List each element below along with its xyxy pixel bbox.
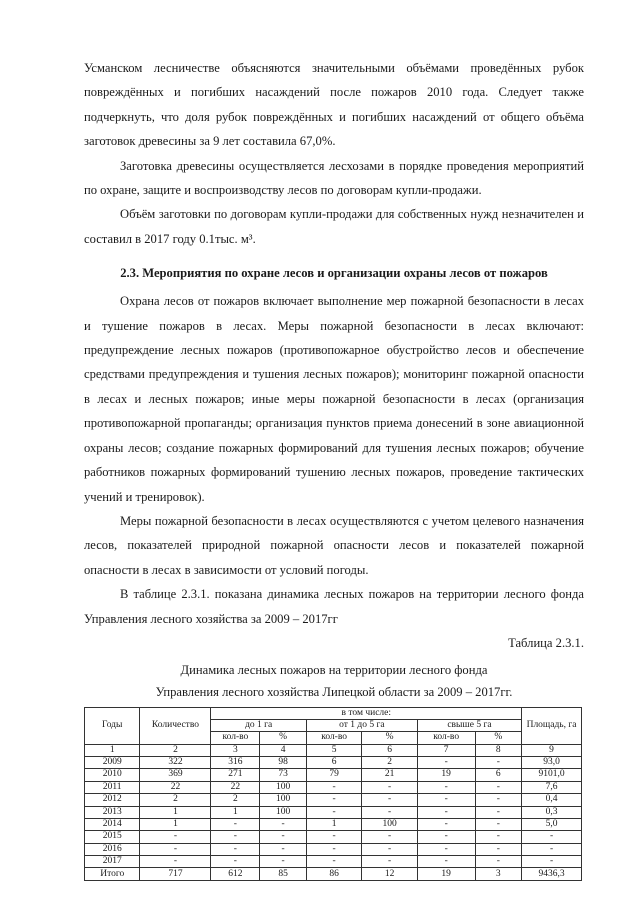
table-cell: 1 <box>140 806 211 818</box>
table-row <box>85 856 582 868</box>
table-cell: 1 <box>85 744 140 756</box>
table-cell: 19 <box>417 769 475 781</box>
table-cell: 5 <box>306 744 361 756</box>
table-cell: - <box>260 843 307 855</box>
table-row <box>85 843 582 855</box>
table-cell: - <box>475 781 522 793</box>
table-cell: 22 <box>140 781 211 793</box>
table-cell: 8 <box>475 744 522 756</box>
table-cell: 2013 <box>85 806 140 818</box>
table-cell: 9 <box>522 744 582 756</box>
table-cell: 98 <box>260 756 307 768</box>
table-row <box>85 794 582 806</box>
paragraph: Заготовка древесины осуществляется лесхозами в порядке проведения мероприятий по охране, защите и воспроизводству лесов по договорам купли-продажи. <box>84 158 584 198</box>
table-cell: 22 <box>211 781 260 793</box>
table-cell: 316 <box>211 756 260 768</box>
table-cell: 1 <box>306 818 361 830</box>
table-cell: 2 <box>140 794 211 806</box>
table-cell: 4 <box>260 744 307 756</box>
table-cell: 369 <box>140 769 211 781</box>
table-cell: - <box>211 831 260 843</box>
paragraph: Усманском лесничестве объясняются значительными объёмами проведённых рубок повреждённых и погибших насаждений после пожаров 2010 года. Следует также подчеркнуть, что доля рубок повреждённых и погибших насаждений от общего объёма заготовок древесины за 9 лет составила 67,0%. <box>84 61 584 149</box>
table-cell: 12 <box>362 868 417 880</box>
table-cell: - <box>362 856 417 868</box>
table-cell: - <box>475 831 522 843</box>
table-cell: 73 <box>260 769 307 781</box>
table-cell: 9436,3 <box>522 868 582 880</box>
table-row <box>85 756 582 768</box>
table-cell: 5,0 <box>522 818 582 830</box>
table-cell: 271 <box>211 769 260 781</box>
table-cell: - <box>475 843 522 855</box>
table-cell: 2011 <box>85 781 140 793</box>
table-cell: - <box>362 806 417 818</box>
table-title-line1: Динамика лесных пожаров на территории лесного фонда <box>180 662 488 677</box>
table-cell: - <box>306 794 361 806</box>
table-cell: - <box>417 806 475 818</box>
table-cell: 612 <box>211 868 260 880</box>
header-pct: % <box>362 732 417 744</box>
table-row <box>85 868 582 880</box>
table-cell: - <box>140 843 211 855</box>
table-cell: - <box>522 856 582 868</box>
table-cell: 1 <box>140 818 211 830</box>
table-cell: 21 <box>362 769 417 781</box>
table-cell: - <box>475 756 522 768</box>
table-row <box>85 831 582 843</box>
table-cell: 2015 <box>85 831 140 843</box>
table-cell: - <box>362 781 417 793</box>
table-cell: - <box>211 843 260 855</box>
table-cell: - <box>417 831 475 843</box>
table-cell: 2 <box>140 744 211 756</box>
table-cell: - <box>475 806 522 818</box>
table-row <box>85 781 582 793</box>
table-cell: 2014 <box>85 818 140 830</box>
header-area: Площадь, га <box>522 707 582 744</box>
table-row <box>85 769 582 781</box>
paragraph: Охрана лесов от пожаров включает выполнение мер пожарной безопасности в лесах и тушение пожаров в лесах. Меры пожарной безопасности в лесах включают: предупреждение лесных пожаров (противопожарное обустройство лесов и обеспечение средствами предупреждения и тушения лесных пожаров); мониторинг пожарной опасности в лесах и лесных пожаров; иные меры пожарной безопасности в лесах (организация противопожарной пропаганды; организация пунктов приема донесений в зоне авиационной охраны лесов; создание пожарных формирований для тушения лесных пожаров; обучение работников пожарных формирований тушению лесных пожаров, проведение тактических учений и тренировок). <box>84 294 584 504</box>
table-cell: 2010 <box>85 769 140 781</box>
table-cell: - <box>306 831 361 843</box>
table-cell: 93,0 <box>522 756 582 768</box>
table-cell: - <box>362 831 417 843</box>
table-cell: - <box>211 856 260 868</box>
header-pct: % <box>260 732 307 744</box>
table-row <box>85 818 582 830</box>
table-cell: 100 <box>260 781 307 793</box>
table-cell: 1 <box>211 806 260 818</box>
table-cell: 100 <box>362 818 417 830</box>
table-cell: 2016 <box>85 843 140 855</box>
header-qty: кол-во <box>211 732 260 744</box>
header-1to5: от 1 до 5 га <box>306 720 417 732</box>
header-including: в том числе: <box>211 707 522 719</box>
header-upto1: до 1 га <box>211 720 306 732</box>
table-cell: 2012 <box>85 794 140 806</box>
table-cell: - <box>475 818 522 830</box>
table-cell: 9101,0 <box>522 769 582 781</box>
table-cell: - <box>140 856 211 868</box>
table-cell: - <box>522 831 582 843</box>
table-cell: 0,4 <box>522 794 582 806</box>
table-cell: 6 <box>362 744 417 756</box>
table-cell: 100 <box>260 794 307 806</box>
table-cell: - <box>475 794 522 806</box>
table-row <box>85 806 582 818</box>
table-cell: 3 <box>475 868 522 880</box>
table-cell: 86 <box>306 868 361 880</box>
header-count: Количество <box>140 707 211 744</box>
table-cell: - <box>306 856 361 868</box>
section-heading: 2.3. Мероприятия по охране лесов и организации охраны лесов от пожаров <box>120 266 548 281</box>
paragraph: В таблице 2.3.1. показана динамика лесных пожаров на территории лесного фонда Управления лесного хозяйства за 2009 – 2017гг <box>84 587 584 626</box>
table-cell: - <box>260 818 307 830</box>
table-title-line2: Управления лесного хозяйства Липецкой области за 2009 – 2017гг. <box>155 684 513 699</box>
table-cell: 6 <box>306 756 361 768</box>
table-cell: Итого <box>85 868 140 880</box>
table-number: Таблица 2.3.1. <box>508 635 584 650</box>
table-cell: - <box>260 831 307 843</box>
table-cell: 717 <box>140 868 211 880</box>
table-cell: - <box>417 818 475 830</box>
table-cell: - <box>362 843 417 855</box>
table-cell: 2017 <box>85 856 140 868</box>
table-cell: 6 <box>475 769 522 781</box>
table-cell: 19 <box>417 868 475 880</box>
table-body <box>85 744 582 880</box>
table-cell: 7 <box>417 744 475 756</box>
table-cell: - <box>417 794 475 806</box>
header-years: Годы <box>85 707 140 744</box>
table-cell: - <box>417 856 475 868</box>
header-qty: кол-во <box>417 732 475 744</box>
table-cell: - <box>475 856 522 868</box>
table-cell: 2 <box>362 756 417 768</box>
table-row <box>85 744 582 756</box>
table-cell: 7,6 <box>522 781 582 793</box>
header-qty: кол-во <box>306 732 361 744</box>
table-title <box>84 659 584 703</box>
table-cell: 2009 <box>85 756 140 768</box>
table-cell: 79 <box>306 769 361 781</box>
table-cell: - <box>417 781 475 793</box>
table-cell: - <box>140 831 211 843</box>
table-cell: - <box>260 856 307 868</box>
table-cell: 100 <box>260 806 307 818</box>
fires-table <box>84 707 582 881</box>
table-cell: - <box>306 781 361 793</box>
document-page <box>84 56 584 881</box>
table-cell: 0,3 <box>522 806 582 818</box>
paragraph: Объём заготовки по договорам купли-продажи для собственных нужд незначителен и составил в 2017 году 0.1тыс. м³. <box>84 207 584 246</box>
table-cell: - <box>417 756 475 768</box>
table-cell: 2 <box>211 794 260 806</box>
table-cell: - <box>417 843 475 855</box>
table-cell: - <box>306 843 361 855</box>
table-cell: - <box>211 818 260 830</box>
paragraph: Меры пожарной безопасности в лесах осуществляются с учетом целевого назначения лесов, показателей природной пожарной опасности лесов и показателей пожарной опасности в лесах в зависимости от условий погоды. <box>84 513 584 577</box>
table-cell: - <box>306 806 361 818</box>
table-cell: 3 <box>211 744 260 756</box>
table-cell: 322 <box>140 756 211 768</box>
table-cell: - <box>362 794 417 806</box>
table-cell: - <box>522 843 582 855</box>
header-pct: % <box>475 732 522 744</box>
header-over5: свыше 5 га <box>417 720 521 732</box>
table-cell: 85 <box>260 868 307 880</box>
